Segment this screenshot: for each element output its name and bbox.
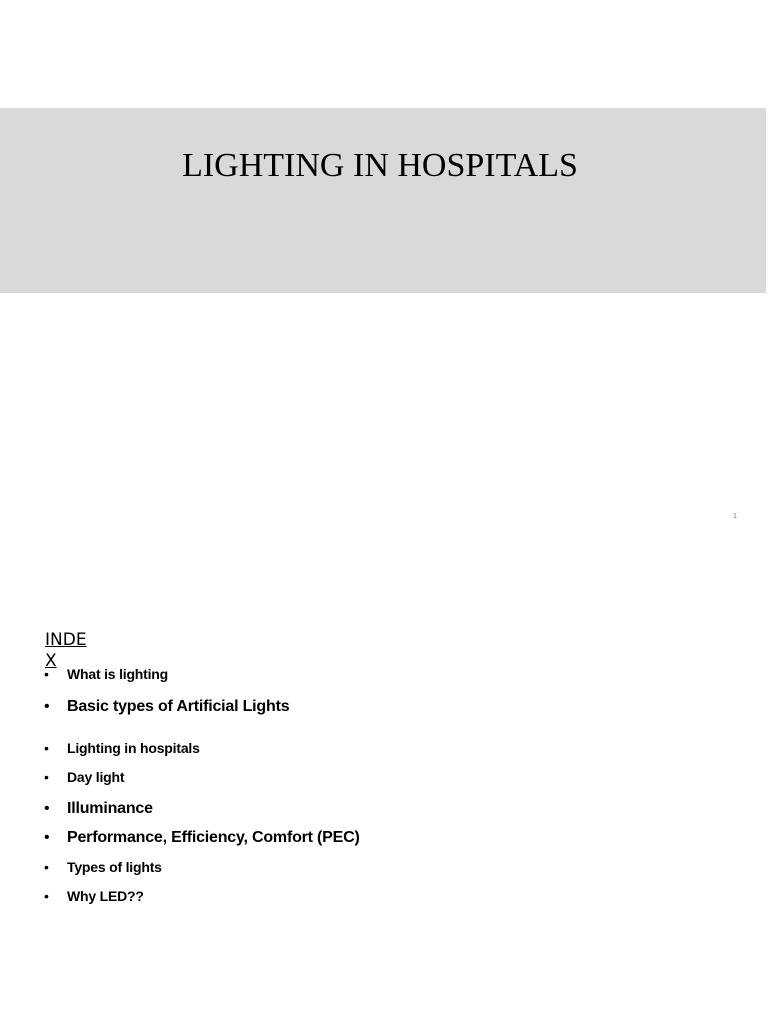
index-item-types-of-lights [44,858,162,876]
index-heading: INDEX [45,630,87,671]
page-number: 1 [732,512,738,520]
bullet-icon: • [44,800,50,817]
index-item-label: Lighting in hospitals [67,740,200,756]
index-item-label: Why LED?? [67,888,144,904]
index-item-pec [44,828,360,848]
index-item-what-is-lighting [44,665,168,683]
bullet-icon: • [44,740,49,756]
index-item-label: Performance, Efficiency, Comfort (PEC) [67,829,360,846]
title-band [0,108,766,293]
index-item-label: Basic types of Artificial Lights [67,698,290,715]
index-item-basic-types [44,697,289,717]
index-item-lighting-in-hospitals [44,739,200,757]
index-item-label: Illuminance [67,800,153,817]
index-item-day-light [44,768,124,786]
index-item-label: Day light [67,769,125,785]
index-item-illuminance [44,799,153,819]
index-item-why-led [44,887,144,905]
bullet-icon: • [44,666,49,682]
bullet-icon: • [44,829,50,846]
bullet-icon: • [44,859,49,875]
bullet-icon: • [44,888,49,904]
index-item-label: Types of lights [67,859,162,875]
bullet-icon: • [44,698,50,715]
slide-title: LIGHTING IN HOSPITALS [182,147,578,184]
index-item-label: What is lighting [67,666,169,682]
bullet-icon: • [44,769,49,785]
